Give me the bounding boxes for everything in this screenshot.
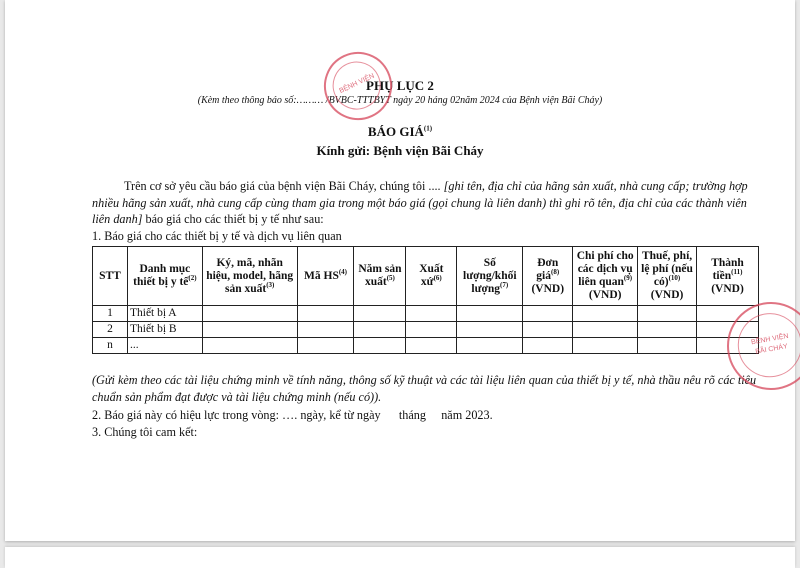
stamp-top-text: BỆNH VIỆN [338,72,376,95]
header-year: Năm sản xuất$^{(5)}$ [354,247,406,306]
table-header-row [93,247,759,306]
attachment-note: (Gửi kèm theo các tài liệu chứng minh về tính năng, thông số kỹ thuật và các tài liệu liên quan của thiết bị y tế, nhà thầu nêu rõ các tiêu chuẩn sản phẩm đạt được và tài liệu chứng minh (nếu có)). [92,373,757,404]
intro-paragraph [92,178,760,228]
intro-lead: Trên cơ sở yêu cầu báo giá của bệnh viện Bãi Cháy, chúng tôi .... [124,179,444,193]
header-model: Ký, mã, nhãn hiệu, model, hãng sản xuất$^{(3)}$ [202,247,297,306]
header-device-list: Danh mục thiết bị y tế$^{(2)}$ [127,247,202,306]
quote-title-text: BÁO GIÁ [367,124,424,139]
row-stt: 1 [93,306,128,322]
appendix-subtitle: (Kèm theo thông báo số:……… /BVBC-TTTBYT ngày 20 háng 02năm 2024 của Bệnh viện Bãi Cháy) [197,95,603,106]
next-page [5,547,795,568]
addressee: Kính gửi: Bệnh viện Bãi Cháy [316,143,484,158]
section1-heading: 1. Báo giá cho các thiết bị y tế và dịch vụ liên quan [92,229,342,243]
table-row [93,306,759,322]
row-stt: n [93,338,128,354]
header-quantity: Số lượng/khối lượng$^{(7)}$ [457,247,523,306]
commitment-line: 3. Chúng tôi cam kết: [92,425,198,439]
row-name: Thiết bị A [127,306,202,322]
quote-title-note: (1) [423,124,433,133]
header-total: Thành tiền$^{(11)}$ (VND) [697,247,759,306]
quote-table [92,246,759,354]
document-page [5,0,795,541]
row-stt: 2 [93,322,128,338]
row-name: Thiết bị B [127,322,202,338]
stamp-right-line1: BỆNH VIỆN [750,332,790,347]
validity-line: 2. Báo giá này có hiệu lực trong vòng: …. ngày, kể từ ngày tháng năm 2023. [92,408,493,422]
header-unit-price: Đơn giá$^{(8)}$ (VND) [523,247,573,306]
appendix-title: PHỤ LỤC 2 [366,78,434,93]
header-origin: Xuất xứ$^{(6)}$ [406,247,457,306]
table-row [93,338,759,354]
intro-italic: [ghi tên, địa chỉ của hãng sản xuất, nhà cung cấp; trường hợp nhiều hãng sản xuất, nhà cung cấp cùng tham gia trong một báo giá (gọi chung là liên danh) thì ghi rõ tên, địa chỉ của các thành viên liên danh] [92,179,748,226]
header-stt: STT [93,247,128,306]
intro-tail: báo giá cho các thiết bị y tế như sau: [142,212,324,226]
header-service-cost: Chi phí cho các dịch vụ liên quan$^{(9)}$ (VND) [573,247,638,306]
header-tax: Thuế, phí, lệ phí (nếu có)$^{(10)}$ (VND) [638,247,697,306]
table-row [93,322,759,338]
row-name: ... [127,338,202,354]
header-hs-code: Mã HS$^{(4)}$ [297,247,354,306]
stamp-right-line2: BÃI CHÁY [754,343,789,356]
quote-title [5,124,795,140]
